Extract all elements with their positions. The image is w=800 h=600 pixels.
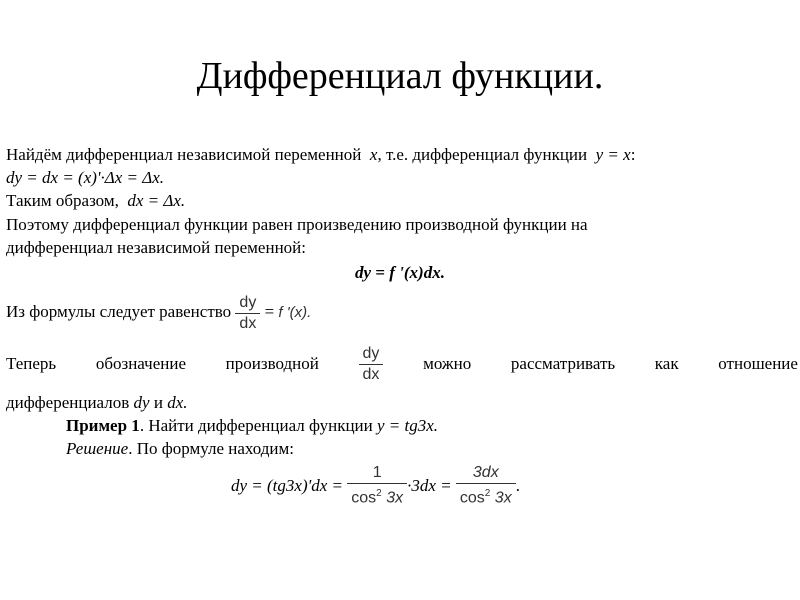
paragraph-line-3	[6, 190, 185, 212]
now-word-3: производной	[225, 354, 319, 373]
fraction-denominator-2: dx	[359, 364, 384, 385]
line-1-text: Найдём дифференциал независимой переменной	[6, 145, 362, 164]
example-eq: y = tg3x.	[377, 416, 439, 435]
final-fraction-2-arg: 3x	[494, 489, 512, 507]
fraction-denominator: dx	[235, 313, 260, 334]
from-text: Из формулы следует равенство	[6, 302, 232, 321]
fraction-numerator: dy	[239, 293, 257, 311]
now-word-5: рассматривать	[510, 354, 616, 373]
line-1-var: x	[369, 145, 378, 164]
final-fraction-2	[456, 463, 516, 508]
from-eq: =	[264, 302, 275, 321]
final-fraction-1-arg: 3x	[386, 489, 404, 507]
final-fraction-2-den	[456, 483, 516, 508]
example-line	[66, 415, 438, 437]
fraction-numerator-2: dy	[362, 344, 380, 362]
now-word-7: отношение	[718, 354, 798, 373]
paragraph-line-1	[6, 144, 635, 166]
diffs-dx: dx.	[167, 393, 188, 412]
paragraph-line-5: дифференциал независимой переменной:	[6, 238, 306, 257]
final-end: .	[515, 476, 520, 495]
solution-line	[66, 438, 294, 460]
now-word-1: Теперь	[6, 354, 57, 373]
final-fraction-1-cos: cos	[351, 489, 377, 507]
dy-dx-fraction-2	[359, 344, 384, 385]
now-word-2: обозначение	[95, 354, 187, 373]
now-word-6: как	[654, 354, 679, 373]
paragraph-line-2: dy = dx = (x)'·Δx = Δx.	[6, 168, 165, 187]
paragraph-line-now	[6, 342, 798, 386]
line-1-eq: y = x	[595, 145, 631, 164]
line-1-end: :	[630, 145, 636, 164]
solution-label: Решение	[66, 439, 129, 458]
final-fraction-1	[347, 463, 407, 508]
final-fraction-1-sup: 2	[376, 488, 382, 500]
paragraph-line-4: Поэтому дифференциал функции равен произведению производной функции на	[6, 215, 588, 234]
paragraph-line-diffs	[6, 392, 187, 414]
main-formula: dy = f '(x)dx.	[355, 263, 445, 282]
line-1-mid: , т.е. дифференциал функции	[377, 145, 588, 164]
final-fraction-1-num: 1	[372, 464, 382, 482]
diffs-text: дифференциалов	[6, 393, 130, 412]
final-mid: ·3dx =	[407, 476, 452, 495]
example-label: Пример 1	[66, 416, 140, 435]
line-3-eq: dx = Δx.	[127, 191, 186, 210]
final-lhs: dy = (tg3x)'dx =	[231, 476, 344, 495]
line-3-text: Таким образом,	[6, 191, 119, 210]
slide-title: Дифференциал функции.	[196, 55, 604, 97]
now-word-4: можно	[423, 354, 472, 373]
solution-text: . По формуле находим:	[128, 439, 294, 458]
paragraph-line-from	[6, 290, 311, 335]
diffs-dy: dy	[133, 393, 150, 412]
final-fraction-1-den	[347, 483, 407, 508]
final-fraction-2-sup: 2	[484, 488, 491, 500]
final-fraction-2-num: 3dx	[472, 464, 499, 482]
final-fraction-2-cos: cos	[459, 489, 485, 507]
final-formula	[231, 462, 520, 510]
dy-dx-fraction	[235, 293, 260, 334]
from-rhs: f '(x).	[278, 304, 312, 321]
diffs-and: и	[153, 393, 163, 412]
example-text: . Найти дифференциал функции	[139, 416, 373, 435]
